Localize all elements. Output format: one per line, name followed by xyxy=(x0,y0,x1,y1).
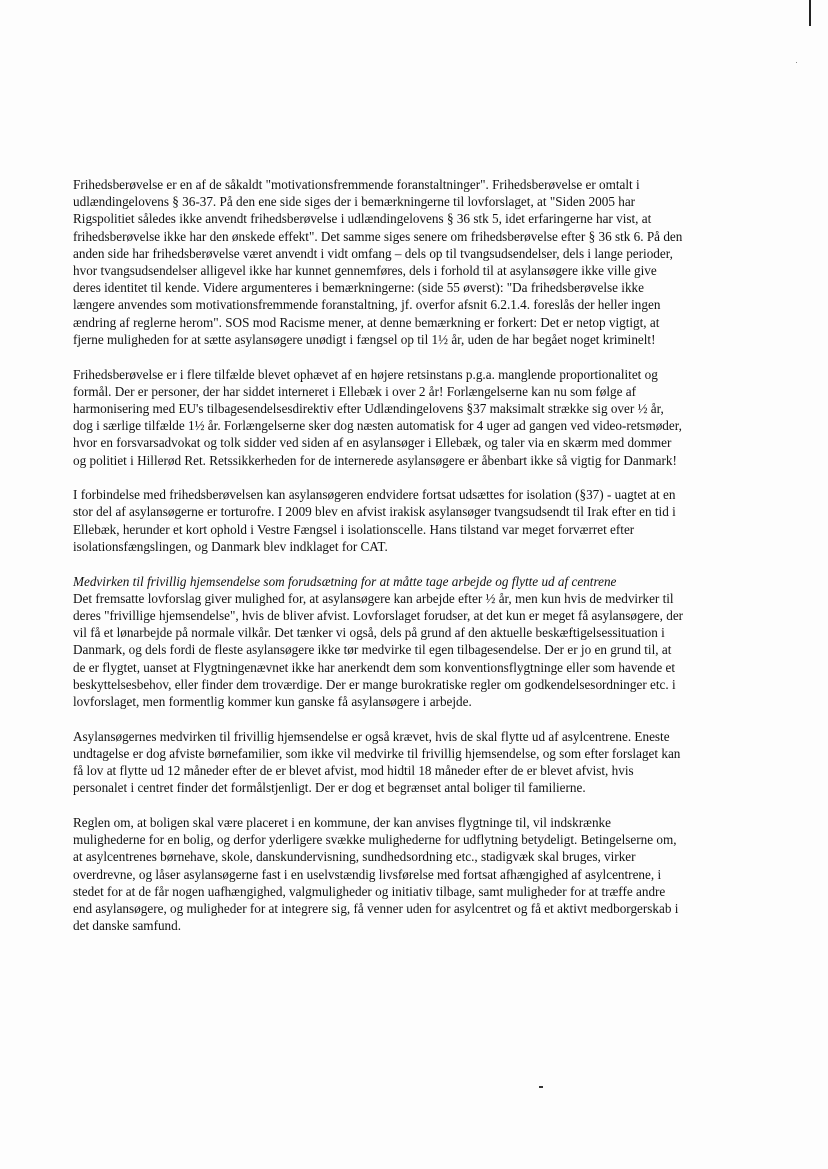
document-body xyxy=(73,176,685,952)
section-work-and-return xyxy=(73,573,685,711)
paragraph-overturned-detention: Frihedsberøvelse er i flere tilfælde blevet ophævet af en højere retsinstans p.g.a. manglende proportionalitet og formål. Der er personer, der har siddet interneret i Ellebæk i over 2 år! Forlængelserne kan nu som følge af harmonisering med EU's tilbagesendelsesdirektiv efter Udlændingelovens §37 maksimalt strække sig over ½ år, dog i særlige tilfælde 1½ år. Forlængelserne sker dog næsten automatisk for 4 uger ad gangen ved video-retsmøder, hvor en forsvarsadvokat og tolk sidder ved siden af en asylansøger i Ellebæk, og taler via en skærm med dommer og politiet i Hillerød Ret. Retssikkerheden for de internerede asylansøgere er åbenbart ikke så vigtig for Danmark! xyxy=(73,366,682,468)
scan-edge-mark xyxy=(809,0,811,26)
paragraph-deprivation-of-liberty: Frihedsberøvelse er en af de såkaldt "motivationsfremmende foranstaltninger". Frihedsberøvelse er omtalt i udlændingelovens § 36-37. På den ene side siges der i bemærkningerne til lovforslaget, at "Siden 2005 har Rigspolitiet således ikke anvendt frihedsberøvelse i udlændingelovens § 36 stk 5, idet erfaringerne har vist, at frihedsberøvelse ikke har den ønskede effekt". Det samme siges senere om frihedsberøvelse efter § 36 stk 6. På den anden side har frihedsberøvelse været anvendt i vidt omfang – dels op til tvangsudsendelser, dels i lange perioder, hvor tvangsudsendelser alligevel ikke har kunnet gennemføres, dels i forhold til at asylansøgere ikke ville give deres identitet til kende. Videre argumenteres i bemærkningerne: (side 55 øverst): "Da frihedsberøvelse ikke længere anvendes som motivationsfremmende foranstaltning, jf. overfor afsnit 6.2.1.4. foreslås der heller ingen ændring af reglerne herom". SOS mod Racisme mener, at denne bemærkning er forkert: Det er netop vigtigt, at fjerne muligheden for at sætte asylansøgere unødigt i fængsel op til 1½ år, uden de har begået noget kriminelt! xyxy=(73,177,683,347)
page-mark xyxy=(539,1086,543,1088)
scan-speck xyxy=(796,62,797,63)
paragraph-isolation: I forbindelse med frihedsberøvelsen kan asylansøgeren endvidere fortsat udsættes for isolation (§37) - uagtet at en stor del af asylansøgerne er torturofre. I 2009 blev en afvist irakisk asylansøger tvangsudsendt til Irak efter en tid i Ellebæk, herunder et kort ophold i Vestre Fængsel i isolationscelle. Hans tilstand var meget forværret efter isolationsfængslingen, og Danmark blev indklaget for CAT. xyxy=(73,487,676,554)
paragraph-housing-rules: Reglen om, at boligen skal være placeret i en kommune, der kan anvises flygtninge til, vil indskrænke mulighederne for en bolig, og derfor yderligere svække mulighederne for udflytning betydeligt. Betingelserne om, at asylcentrenes børnehave, skole, danskundervisning, sundhedsordning etc., stadigvæk skal bruges, virker overdrevne, og låser asylansøgerne fast i en uselvstændig livsførelse med fortsat afhængighed af asylcentrene, i stedet for at de får nogen uafhængighed, valgmuligheder og initiativ tilbage, samt muligheder for at træffe andre end asylansøgere, og muligheder for at integrere sig, få venner uden for asylcentret og få et aktivt medborgerskab i det danske samfund. xyxy=(73,815,679,934)
section-heading: Medvirken til frivillig hjemsendelse som forudsætning for at måtte tage arbejde og flytte ud af centrene xyxy=(73,573,617,589)
paragraph-moving-out: Asylansøgernes medvirken til frivillig hjemsendelse er også krævet, hvis de skal flytte ud af asylcentrene. Eneste undtagelse er dog afviste børnefamilier, som ikke vil medvirke til frivillig hjemsendelse, og som efter forslaget kan få lov at flytte ud 12 måneder efter de er blevet afvist, mod hidtil 18 måneder efter de er blevet afvist, hvis personalet i centret finder det formålstjenligt. Der er dog et begrænset antal boliger til familierne. xyxy=(73,728,681,796)
paragraph-work-permission: Det fremsatte lovforslag giver mulighed for, at asylansøgere kan arbejde efter ½ år, men kun hvis de medvirker til deres "frivillige hjemsendelse", hvis de bliver afvist. Lovforslaget forudser, at det kun er meget få asylansøgere, der vil få et lønarbejde på normale vilkår. Det tænker vi også, dels på grund af den aktuelle beskæftigelsessituation i Danmark, og dels fordi de fleste asylansøgere ikke tør medvirke til egen tilbagesendelse. Der er jo en grund til, at de er flygtet, uanset at Flygtningenævnet ikke har anerkendt dem som konventionsflygtninge eller som havende et beskyttelsesbehov, eller finder dem troværdige. Der er mange burokratiske regler om godkendelsesordninger etc. i lovforslaget, men formentlig kommer kun ganske få asylansøgere i arbejde. xyxy=(73,590,684,709)
